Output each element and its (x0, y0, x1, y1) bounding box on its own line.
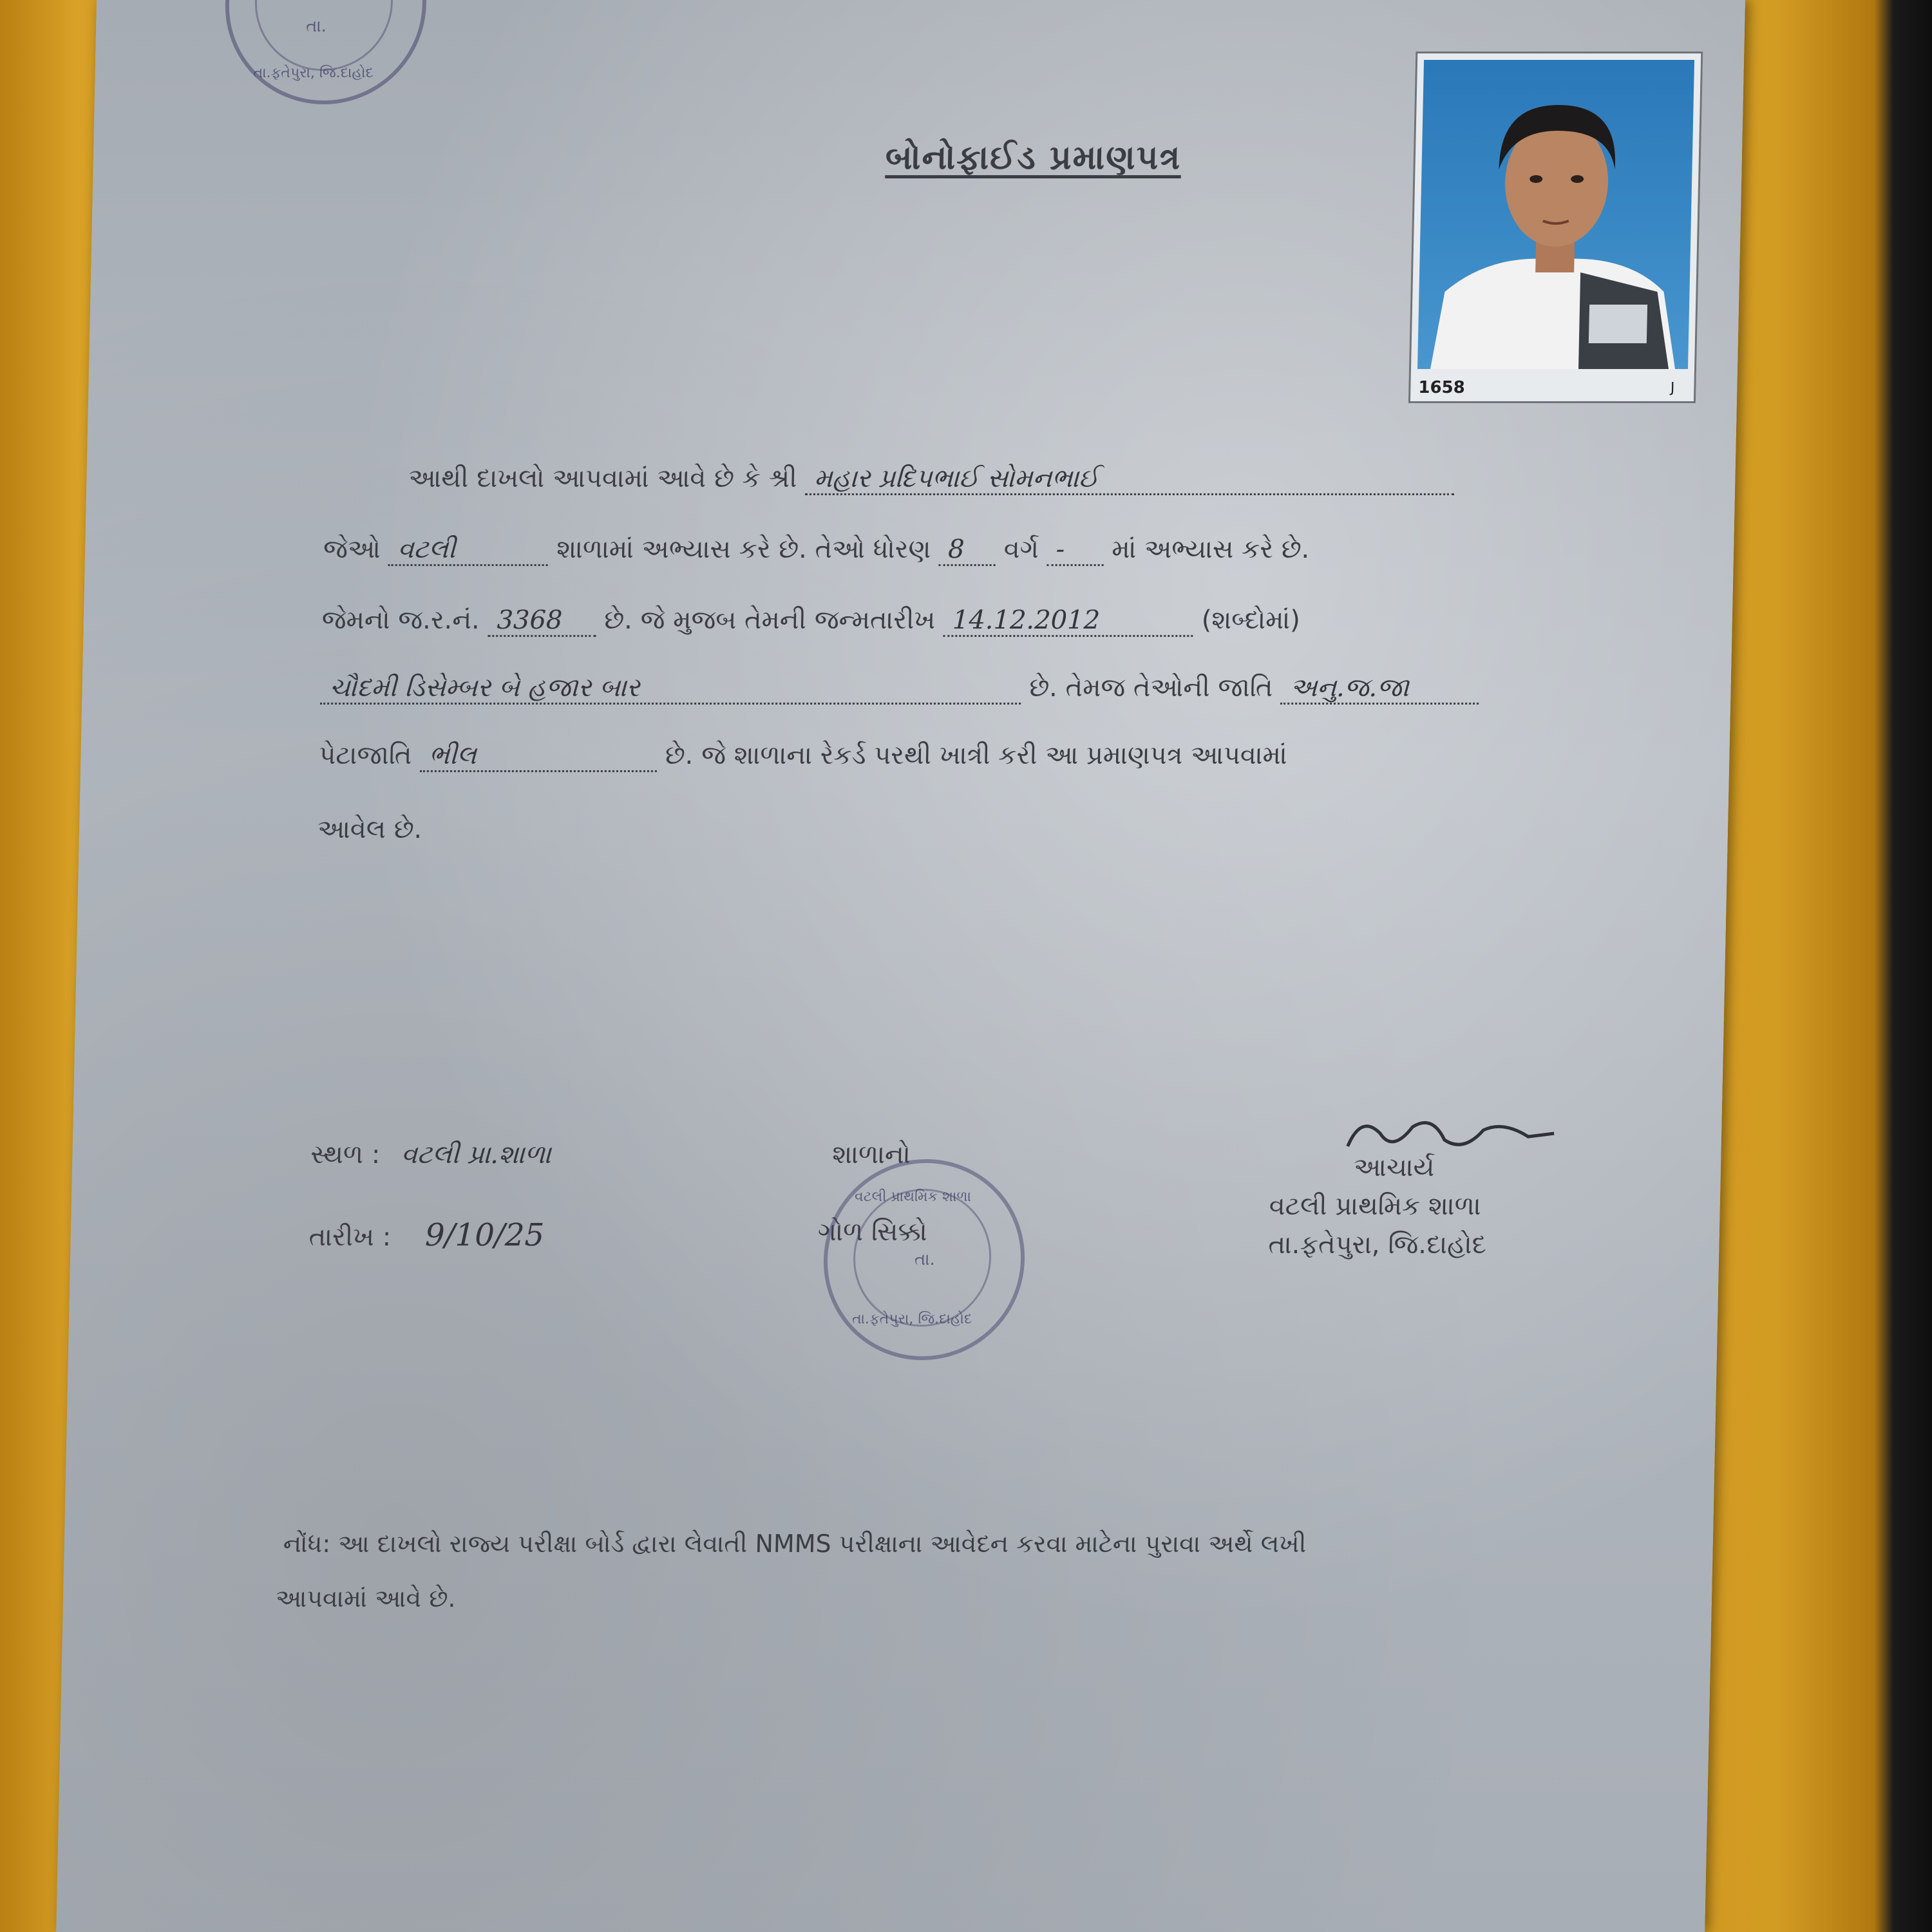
line4-mid: છે. તેમજ તેઓની જાતિ (1028, 673, 1273, 703)
seal-middle: તા. (914, 1250, 936, 1269)
date-row (308, 1217, 544, 1253)
place-label: સ્થળ : (310, 1140, 381, 1170)
caste-category: અનુ.જ.જા (1281, 673, 1480, 705)
date-value: 9/10/25 (424, 1217, 545, 1253)
register-number: 3368 (488, 605, 596, 637)
principal-address: તા.ફતેપુરા, જિ.દાહોદ (1268, 1230, 1487, 1260)
student-photo (1417, 60, 1694, 369)
photo-mark: J (1670, 380, 1675, 396)
line2-prefix: જેઓ (323, 535, 381, 564)
body-line-3 (321, 605, 1300, 637)
body-line-4 (320, 673, 1479, 705)
line2-mid: શાળામાં અભ્યાસ કરે છે. તેઓ ધોરણ (556, 535, 931, 564)
school-name-hand: વટલી (388, 535, 549, 566)
seal-bottom-text: તા.ફતેપુરા, જિ.દાહોદ (851, 1311, 972, 1327)
body-line-5 (319, 741, 1287, 772)
note-line-2: આપવામાં આવે છે. (275, 1584, 457, 1613)
subcaste: ભીલ (420, 741, 658, 772)
standard: 8 (939, 535, 996, 566)
line2-class-label: વર્ગ (1003, 535, 1039, 564)
seal-top-middle: તા. (305, 17, 327, 36)
student-photo-frame (1408, 52, 1703, 403)
document-title: બોનોફાઈડ પ્રમાણપત્ર (885, 138, 1182, 177)
place-row (310, 1140, 551, 1170)
body-line-2 (323, 535, 1310, 566)
birth-date: 14.12.2012 (943, 605, 1193, 637)
line1-prefix: આથી દાખલો આપવામાં આવે છે કે શ્રી (408, 464, 798, 493)
seal-label: શાળાનો (831, 1140, 911, 1170)
school-seal-top (223, 0, 429, 104)
birth-date-words: ચૌદમી ડિસેમ્બર બે હજાર બાર (320, 673, 1021, 705)
principal-title: આચાર્ય (1353, 1153, 1435, 1182)
seal-top-bottom-text: તા.ફતેપુરા, જિ.દાહોદ (253, 65, 374, 81)
school-seal (822, 1159, 1027, 1360)
line3-mid: છે. જે મુજબ તેમની જન્મતારીખ (603, 605, 936, 635)
date-label: તારીખ : (308, 1222, 392, 1252)
division: - (1046, 535, 1104, 566)
certificate-paper (56, 0, 1745, 1932)
line2-suffix: માં અભ્યાસ કરે છે. (1111, 535, 1310, 564)
line5-prefix: પેટાજાતિ (318, 741, 412, 770)
principal-school: વટલી પ્રાથમિક શાળા (1269, 1191, 1482, 1221)
seal-label-2: ગોળ સિક્કો (817, 1217, 928, 1247)
line5-suffix: છે. જે શાળાના રેકર્ડ પરથી ખાત્રી કરી આ પ્રમાણપત્ર આપવામાં (665, 741, 1288, 770)
body-line-1 (408, 464, 1455, 495)
student-name: મહાર પ્રદિપભાઈ સોમનભાઈ (805, 464, 1455, 495)
photo-number: 1658 (1418, 378, 1466, 397)
place-value: વટલી પ્રા.શાળા (401, 1140, 552, 1170)
line3-prefix: જેમનો જ.ર.નં. (321, 605, 480, 635)
body-line-6: આવેલ છે. (317, 815, 422, 844)
seal-top-text: વટલી પ્રાથમિક શાળા (854, 1189, 972, 1205)
note-line-1: નોંધ: આ દાખલો રાજ્ય પરીક્ષા બોર્ડ દ્વારા લેવાતી NMMS પરીક્ષાના આવેદન કરવા માટેના પુરાવા અર્થે લખી (283, 1530, 1307, 1558)
line3-suffix: (શબ્દોમાં) (1201, 605, 1301, 635)
